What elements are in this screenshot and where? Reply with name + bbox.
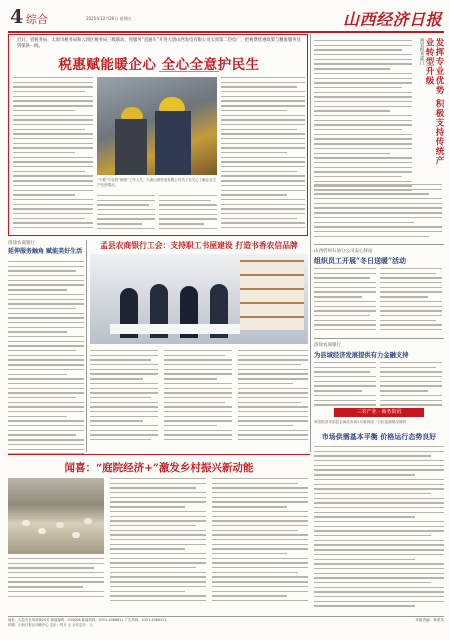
right-mid-text-1	[314, 268, 376, 330]
right-top-kicker: 两省税务部门	[419, 38, 424, 65]
lead-text-col-4	[221, 77, 305, 228]
left-kicker: 清徐农商银行	[8, 241, 35, 246]
story-rule	[314, 338, 444, 339]
bottom-story	[8, 454, 310, 614]
lead-byline-rule	[159, 71, 219, 72]
lead-photo	[97, 77, 217, 175]
bottom-text-3	[212, 478, 308, 601]
hardhat-shape	[159, 97, 185, 111]
right-mid-headline: 组织员工开展“冬日送暖”活动	[314, 256, 407, 265]
bottom-story-rule	[8, 454, 310, 455]
footer-address: 地址：太原市长风西街20号 邮政编码：030006 新闻热线：0351-4066611 广告热线：0351-4066222	[8, 618, 167, 622]
worker-shape	[155, 111, 191, 175]
left-headline: 延伸服务触角 赋能美好生活	[8, 248, 83, 255]
lead-text-col-2	[97, 195, 155, 229]
masthead-logo: 山西经济日报	[342, 10, 442, 29]
right-top-story	[312, 34, 444, 240]
lead-headline: 税惠赋能暖企心 全心全意护民生	[58, 57, 260, 73]
column-divider	[310, 34, 311, 452]
table-shape	[110, 324, 240, 334]
right-bottom-text	[314, 446, 444, 607]
footer-print: 印刷：山西日报社印刷中心 定价：每月 元 全年定价：元	[8, 623, 93, 627]
bookshelf-shape	[240, 260, 304, 330]
page-header	[8, 4, 444, 30]
lead-story	[8, 34, 308, 236]
right-mid-kicker: 山西忻州石油分公司安心驿站	[314, 249, 373, 254]
middle-headline: 孟县农商银行工会：支持职工书屋建设 打造书香农信品牌	[100, 241, 298, 250]
right-mid-story	[314, 244, 444, 336]
right-low-text-1	[314, 362, 376, 406]
lead-deck: 近日，省税务局、太原市税务局和云冈区税务局三级联动，将服务“直通车”开进大唐山西发电有限公司太原第二热电厂，把税费优惠政策与精准服务送到保供一线。	[17, 38, 301, 49]
right-low-kicker: 清徐农商银行	[314, 343, 341, 348]
left-text	[8, 261, 84, 455]
issue-date: 2025年12月26日 星期五	[86, 16, 132, 21]
footer-editor: 本版责编：杨美英	[415, 618, 444, 622]
column-divider	[86, 240, 87, 452]
lead-photo-caption: “个税”专业的“税暖”工作人员、大唐山西发电有限公司员工在关心了解企业生产经营情况。	[97, 178, 217, 187]
right-top-headline-block	[416, 38, 444, 168]
right-top-headline: 发挥专业优势 积极支持传统产业转型升级	[424, 38, 444, 166]
right-top-text	[314, 40, 412, 191]
lead-text-col-1	[13, 77, 93, 228]
bottom-headline: 闻喜：“庭院经济+”激发乡村振兴新动能	[64, 462, 254, 474]
commerce-banner-label: 三农产业 · 商务资讯	[356, 409, 402, 415]
right-bottom-headline: 市场供需基本平衡 价格运行态势良好	[321, 432, 437, 441]
commerce-banner	[334, 408, 424, 417]
chicken-shape	[22, 520, 30, 526]
footer-rule	[8, 616, 444, 617]
middle-story	[90, 240, 308, 452]
worker-shape	[115, 119, 147, 175]
middle-text-3	[238, 350, 308, 440]
right-low-headline: 为县域经济发展提供有力金融支持	[314, 352, 409, 359]
header-rule	[8, 31, 444, 33]
middle-photo	[90, 254, 308, 344]
right-bottom-story	[314, 408, 444, 608]
chicken-shape	[56, 522, 64, 528]
story-rule	[314, 244, 444, 245]
chicken-shape	[38, 528, 46, 534]
chicken-shape	[84, 518, 92, 524]
lead-text-col-3	[159, 195, 217, 229]
page-number: 4	[10, 6, 24, 28]
right-bottom-kicker: 商务报省市部县去商品市场1月第四周一日价监测情况简析	[314, 420, 407, 424]
bottom-text-2	[110, 478, 206, 601]
left-story	[8, 240, 84, 452]
hardhat-shape	[121, 107, 143, 119]
right-top-text-2	[314, 184, 442, 237]
chicken-shape	[72, 532, 80, 538]
middle-text-2	[164, 350, 232, 440]
right-low-text-2	[380, 362, 442, 406]
section-label: 综合	[26, 13, 48, 26]
right-low-story	[314, 338, 444, 406]
bottom-text-1	[8, 558, 104, 597]
middle-text-1	[90, 350, 158, 440]
footer	[8, 618, 444, 636]
bottom-photo	[8, 478, 104, 554]
right-mid-text-2	[380, 268, 442, 330]
